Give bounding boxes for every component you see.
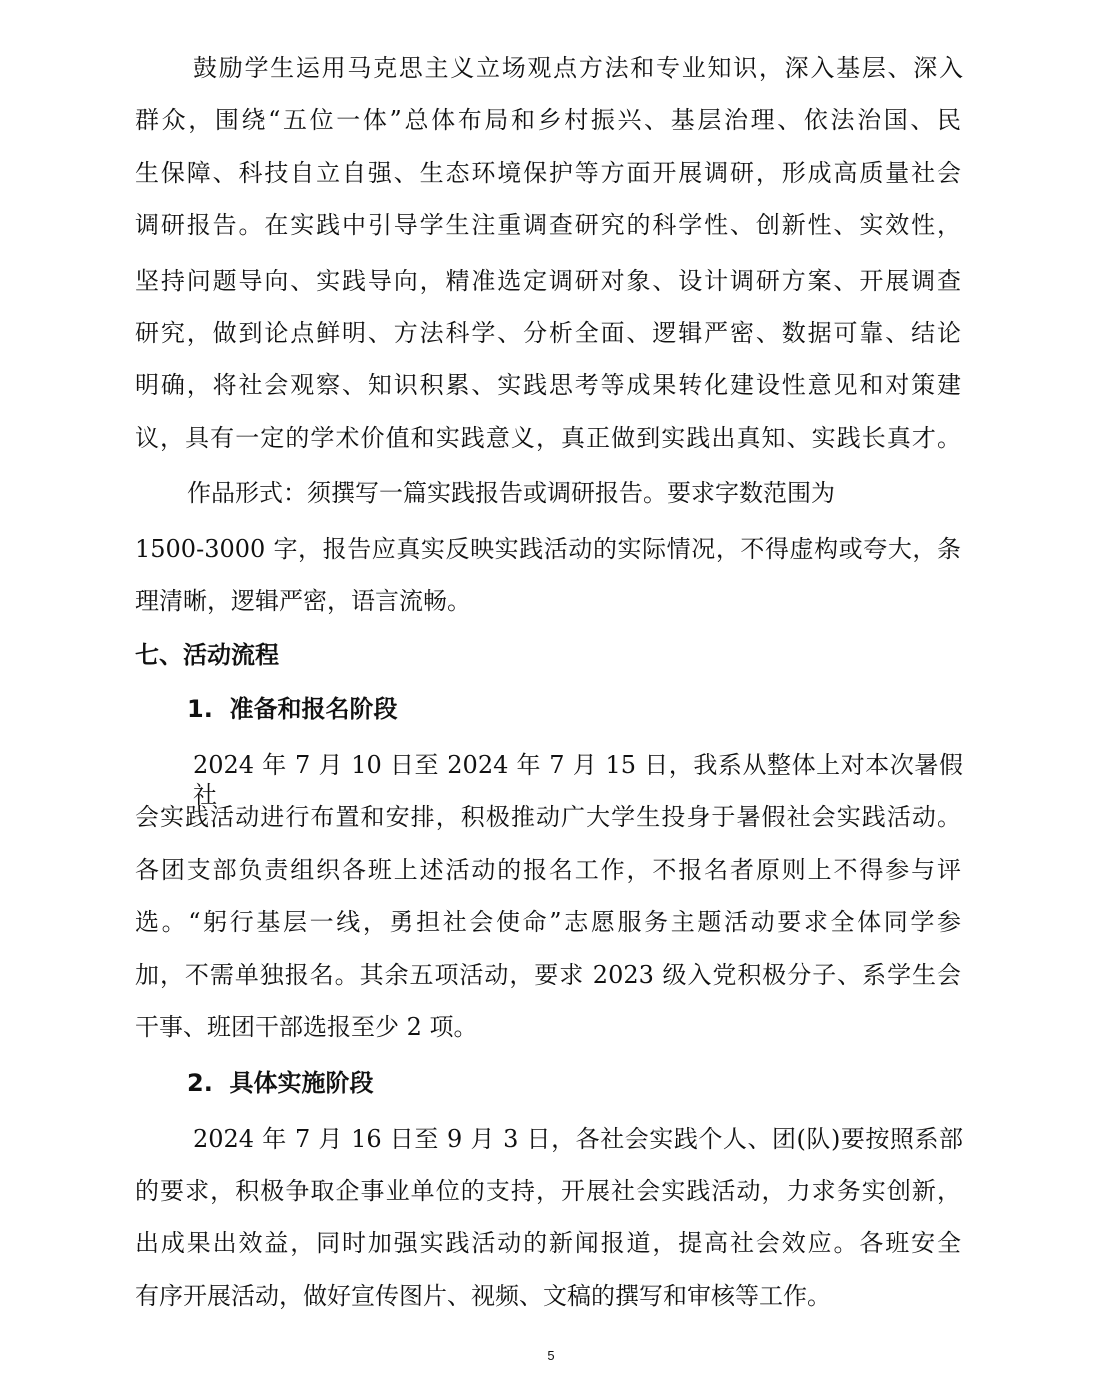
text-line: 1500-3000 字，报告应真实反映实践活动的实际情况，不得虚构或夸大，条: [135, 535, 961, 563]
text-line: 坚持问题导向、实践导向，精准选定调研对象、设计调研方案、开展调查: [135, 267, 961, 295]
text-line: 生保障、科技自立自强、生态环境保护等方面开展调研，形成高质量社会: [135, 159, 961, 187]
text-line: 议，具有一定的学术价值和实践意义，真正做到实践出真知、实践长真才。: [135, 424, 961, 452]
subsection-heading-registration: 1. 准备和报名阶段: [187, 695, 398, 723]
text-line: 2024 年 7 月 16 日至 9 月 3 日，各社会实践个人、团(队)要按照系部: [193, 1125, 963, 1153]
text-line: 干事、班团干部选报至少 2 项。: [135, 1013, 478, 1041]
text-line: 理清晰，逻辑严密，语言流畅。: [135, 587, 471, 615]
text-line: 有序开展活动，做好宣传图片、视频、文稿的撰写和审核等工作。: [135, 1282, 831, 1310]
page-number: 5: [547, 1348, 555, 1363]
text-line: 选。“躬行基层一线，勇担社会使命”志愿服务主题活动要求全体同学参: [135, 908, 961, 936]
text-line: 研究，做到论点鲜明、方法科学、分析全面、逻辑严密、数据可靠、结论: [135, 319, 961, 347]
text-line: 出成果出效益，同时加强实践活动的新闻报道，提高社会效应。各班安全: [135, 1229, 961, 1257]
text-line: 2024 年 7 月 10 日至 2024 年 7 月 15 日，我系从整体上对本次暑假社: [193, 751, 963, 809]
text-line: 鼓励学生运用马克思主义立场观点方法和专业知识，深入基层、深入: [193, 54, 963, 82]
text-line: 各团支部负责组织各班上述活动的报名工作，不报名者原则上不得参与评: [135, 856, 961, 884]
text-line: 会实践活动进行布置和安排，积极推动广大学生投身于暑假社会实践活动。: [135, 803, 961, 831]
text-line: 调研报告。在实践中引导学生注重调查研究的科学性、创新性、实效性，: [135, 211, 961, 239]
text-line: 的要求，积极争取企事业单位的支持，开展社会实践活动，力求务实创新，: [135, 1177, 961, 1205]
section-heading: 七、活动流程: [135, 641, 279, 669]
text-line: 明确，将社会观察、知识积累、实践思考等成果转化建设性意见和对策建: [135, 371, 961, 399]
text-line: 群众，围绕“五位一体”总体布局和乡村振兴、基层治理、依法治国、民: [135, 106, 961, 134]
text-line: 作品形式：须撰写一篇实践报告或调研报告。要求字数范围为: [187, 479, 835, 507]
text-line: 加，不需单独报名。其余五项活动，要求 2023 级入党积极分子、系学生会: [135, 961, 961, 989]
subsection-heading-implementation: 2. 具体实施阶段: [187, 1069, 374, 1097]
